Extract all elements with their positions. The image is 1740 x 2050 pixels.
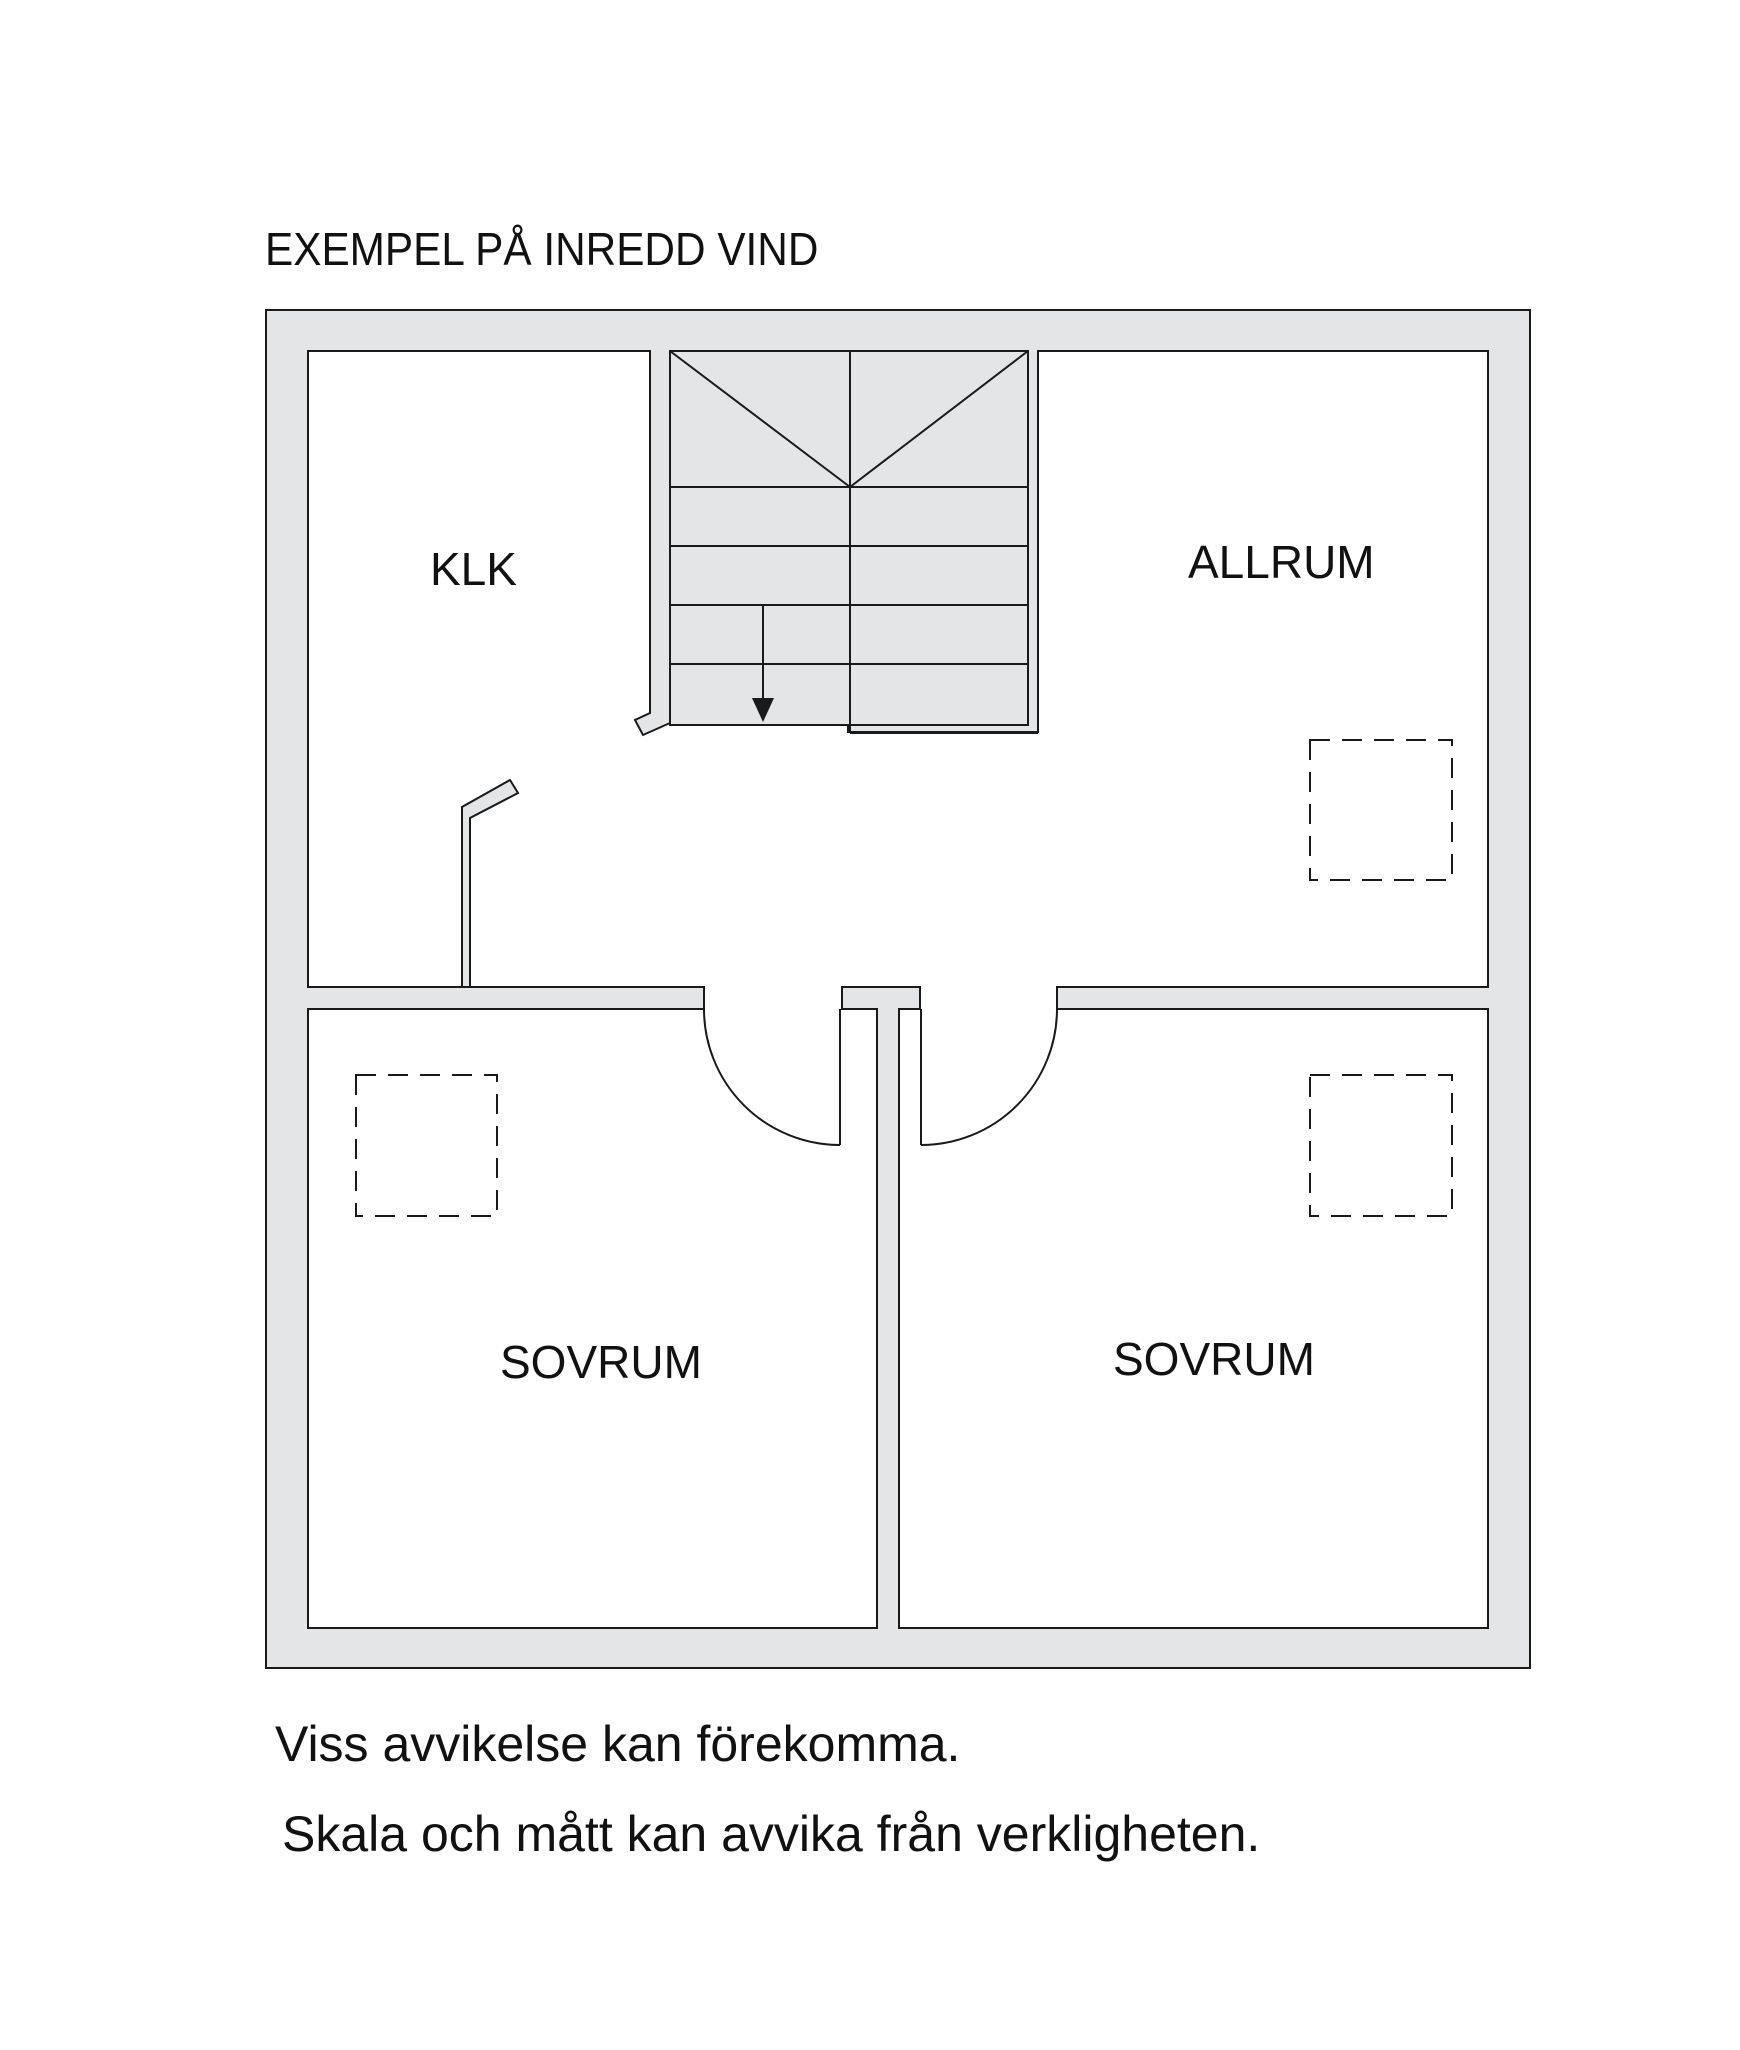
room-label-allrum: ALLRUM: [1188, 536, 1375, 588]
roof-window-sovrum-left: [356, 1075, 497, 1216]
disclaimer-deviation: Viss avvikelse kan förekomma.: [275, 1716, 961, 1772]
room-label-klk: KLK: [430, 543, 517, 595]
room-label-sovrum-left: SOVRUM: [500, 1336, 702, 1388]
roof-window-allrum: [1310, 740, 1452, 880]
roof-windows: [356, 740, 1452, 1216]
room-label-sovrum-right: SOVRUM: [1113, 1333, 1315, 1385]
outer-wall: [266, 310, 1530, 1668]
roof-window-sovrum-right: [1310, 1075, 1452, 1216]
door-swing-left: [704, 1009, 840, 1145]
door-swing-right: [921, 1009, 1057, 1145]
disclaimer-scale: Skala och mått kan avvika från verkligheten.: [282, 1806, 1261, 1862]
plan-title: EXEMPEL PÅ INREDD VIND: [265, 223, 819, 275]
